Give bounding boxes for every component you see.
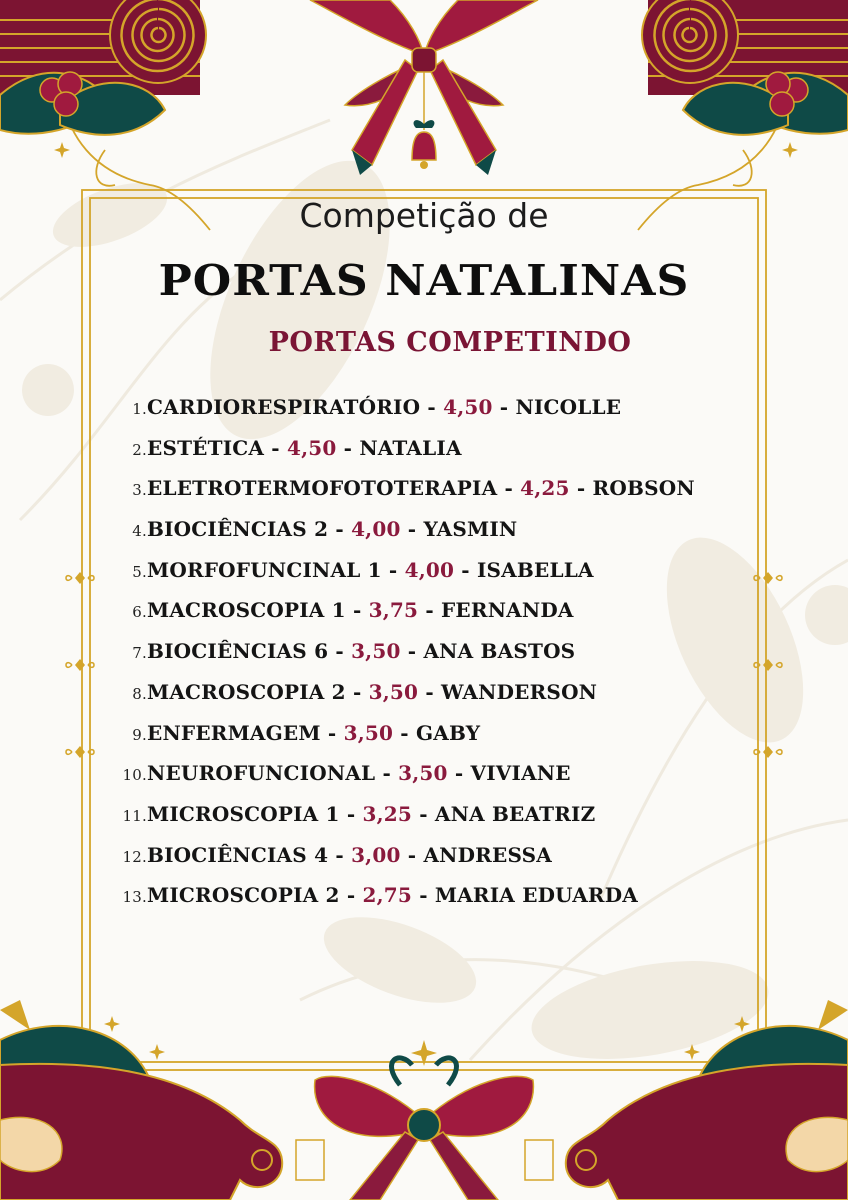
person-name: ANA BEATRIZ (434, 801, 596, 826)
page-subtitle: Competição de (299, 196, 549, 235)
list-item (112, 756, 812, 797)
rank-number: 6. (132, 603, 147, 622)
rank-number: 4. (132, 522, 147, 541)
rank-number: 1. (132, 400, 147, 418)
separator: - (335, 639, 344, 664)
separator: - (271, 435, 280, 460)
rank-number: 12. (122, 847, 147, 866)
list-item (112, 593, 812, 634)
person-name: MARIA EDUARDA (434, 883, 639, 908)
door-name: MORFOFUNCINAL 1 (147, 557, 382, 582)
separator: - (419, 883, 428, 908)
person-name: ANA BASTOS (423, 639, 576, 664)
rank-number: 2. (132, 440, 147, 459)
separator: - (425, 679, 434, 704)
separator: - (327, 720, 337, 745)
separator: - (427, 395, 436, 419)
separator: - (352, 598, 362, 623)
person-name: GABY (415, 720, 481, 745)
door-score: 3,50 (343, 720, 394, 745)
list-item (112, 797, 812, 838)
separator: - (419, 801, 428, 826)
rank-number: 13. (122, 888, 147, 907)
door-name: MICROSCOPIA 1 (147, 801, 340, 826)
door-name: NEUROFUNCIONAL (147, 761, 376, 786)
separator: - (576, 476, 586, 501)
person-name: YASMIN (423, 517, 518, 542)
person-name: FERNANDA (441, 598, 574, 623)
rank-number: 7. (132, 644, 147, 663)
door-score: 3,25 (362, 801, 413, 826)
list-item (112, 553, 812, 594)
door-score: 2,75 (362, 883, 413, 908)
door-score: 4,25 (520, 476, 570, 501)
door-score: 4,00 (351, 517, 401, 542)
person-name: ANDRESSA (423, 842, 553, 867)
rank-number: 10. (122, 766, 147, 785)
list-item (112, 634, 812, 675)
door-score: 4,00 (404, 557, 455, 582)
person-name: ISABELLA (476, 557, 594, 582)
list-item (112, 716, 812, 757)
list-item (112, 878, 812, 919)
rank-number: 5. (132, 562, 147, 581)
door-score: 3,75 (368, 598, 419, 623)
separator: - (499, 395, 509, 419)
person-name: NATALIA (359, 435, 462, 460)
person-name: WANDERSON (441, 679, 598, 704)
door-score: 3,50 (351, 639, 401, 664)
separator: - (461, 557, 470, 582)
separator: - (343, 435, 353, 460)
door-score: 4,50 (443, 395, 493, 419)
separator: - (388, 557, 398, 582)
list-item (112, 390, 812, 431)
door-name: MACROSCOPIA 1 (147, 598, 346, 623)
rank-number: 11. (122, 806, 147, 825)
rank-number: 8. (132, 684, 147, 703)
list-item (112, 431, 812, 472)
person-name: ROBSON (592, 476, 695, 501)
separator: - (335, 842, 344, 867)
door-name: ESTÉTICA (147, 435, 265, 460)
door-score: 4,50 (286, 435, 337, 460)
separator: - (407, 842, 417, 867)
door-score: 3,00 (351, 842, 401, 867)
list-item (112, 471, 812, 512)
page-title: PORTAS NATALINAS (158, 256, 690, 305)
list-item (112, 675, 812, 716)
door-name: BIOCIÊNCIAS 4 (147, 842, 329, 867)
person-name: VIVIANE (470, 761, 571, 786)
door-ranking-list (112, 390, 812, 919)
separator: - (382, 761, 391, 786)
door-name: CARDIORESPIRATÓRIO (147, 395, 421, 419)
rank-number: 9. (132, 725, 147, 744)
door-score: 3,50 (398, 761, 448, 786)
separator: - (407, 639, 417, 664)
separator: - (346, 883, 356, 908)
separator: - (346, 801, 356, 826)
door-name: MACROSCOPIA 2 (147, 679, 346, 704)
rank-number: 3. (132, 481, 147, 500)
separator: - (425, 598, 434, 623)
separator: - (352, 679, 362, 704)
door-name: ELETROTERMOFOTOTERAPIA (147, 476, 498, 501)
door-score: 3,50 (368, 679, 419, 704)
door-name: BIOCIÊNCIAS 2 (147, 517, 329, 542)
separator: - (400, 720, 409, 745)
separator: - (335, 517, 344, 542)
door-name: MICROSCOPIA 2 (147, 883, 340, 908)
separator: - (504, 476, 513, 501)
door-name: ENFERMAGEM (147, 720, 321, 745)
person-name: NICOLLE (515, 395, 622, 419)
list-item (112, 512, 812, 553)
separator: - (407, 517, 417, 542)
separator: - (454, 761, 464, 786)
door-name: BIOCIÊNCIAS 6 (147, 639, 329, 664)
list-item (112, 838, 812, 879)
section-heading: PORTAS COMPETINDO (268, 327, 632, 358)
